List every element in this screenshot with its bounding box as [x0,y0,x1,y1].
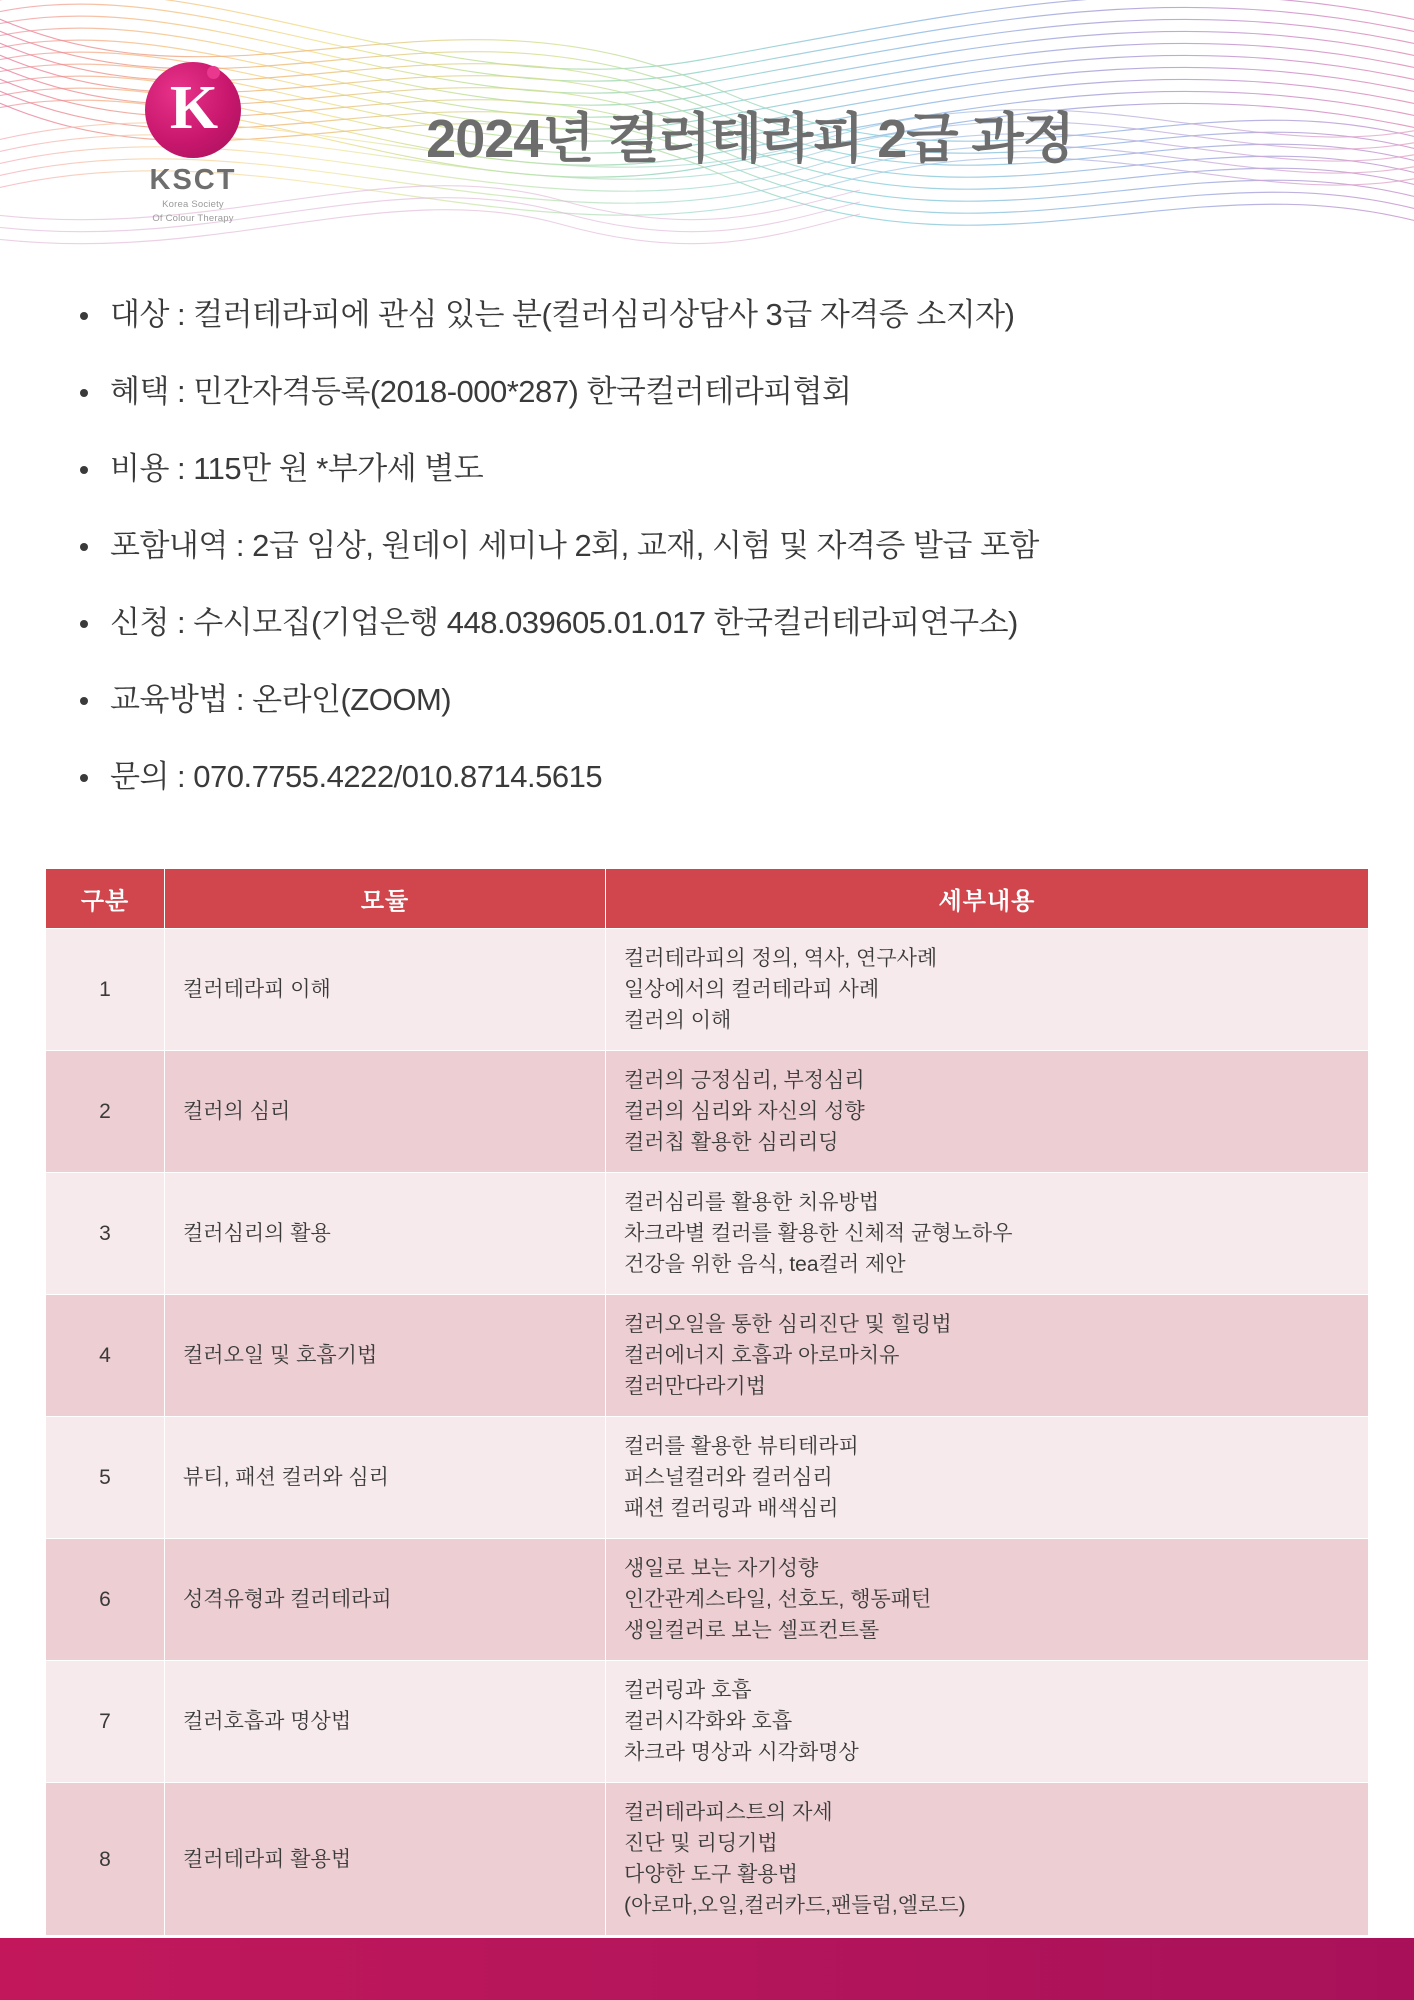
detail-line: 컬러를 활용한 뷰티테라피 [624,1435,859,1458]
organization-logo [118,62,268,227]
cell-module: 컬러오일 및 호흡기법 [165,1295,606,1417]
table-header-row [46,869,1369,929]
detail-line: 컬러오일을 통한 심리진단 및 힐링법 [624,1313,952,1336]
detail-line: 컬러만다라기법 [624,1375,767,1398]
table-row [46,1783,1369,1936]
list-item: 혜택 : 민간자격등록(2018-000*287) 한국컬러테라피협회 [68,372,1358,412]
cell-detail [606,929,1369,1051]
detail-line: 컬러에너지 호흡과 아로마치유 [624,1344,900,1367]
table-row [46,1661,1369,1783]
column-header-module: 모듈 [165,869,606,929]
detail-line: 컬러의 이해 [624,1009,732,1032]
cell-detail [606,1539,1369,1661]
table-row [46,1295,1369,1417]
logo-subtitle-line1: Korea Society [162,199,224,210]
list-item: 신청 : 수시모집(기업은행 448.039605.01.017 한국컬러테라피연구소) [68,603,1358,643]
detail-line: 생일컬러로 보는 셀프컨트롤 [624,1619,880,1642]
detail-line: 진단 및 리딩기법 [624,1832,778,1855]
detail-line: 다양한 도구 활용법 [624,1863,798,1886]
detail-line: 컬러링과 호흡 [624,1679,752,1702]
cell-no: 4 [46,1295,165,1417]
logo-mark-circle [145,62,241,158]
table-row [46,1173,1369,1295]
detail-line: 컬러테라피의 정의, 역사, 연구사례 [624,947,938,970]
cell-no: 1 [46,929,165,1051]
cell-no: 8 [46,1783,165,1936]
table-row [46,1539,1369,1661]
detail-line: 컬러심리를 활용한 치유방법 [624,1191,880,1214]
list-item: 대상 : 컬러테라피에 관심 있는 분(컬러심리상담사 3급 자격증 소지자) [68,295,1358,335]
detail-line: 컬러칩 활용한 심리리딩 [624,1131,839,1154]
detail-line: 컬러시각화와 호흡 [624,1710,793,1733]
page-title: 2024년 컬러테라피 2급 과정 [426,109,1074,169]
cell-module: 컬러의 심리 [165,1051,606,1173]
cell-detail [606,1295,1369,1417]
table-row [46,1051,1369,1173]
list-item: 문의 : 070.7755.4222/010.8714.5615 [68,757,1358,797]
curriculum-table [45,868,1369,1936]
cell-detail [606,1661,1369,1783]
table-row [46,929,1369,1051]
cell-detail [606,1417,1369,1539]
cell-module: 컬러호흡과 명상법 [165,1661,606,1783]
detail-line: 차크라 명상과 시각화명상 [624,1741,859,1764]
cell-no: 7 [46,1661,165,1783]
list-item: 교육방법 : 온라인(ZOOM) [68,680,1358,720]
list-item: 비용 : 115만 원 *부가세 별도 [68,449,1358,489]
cell-module: 성격유형과 컬러테라피 [165,1539,606,1661]
column-header-detail: 세부내용 [606,869,1369,929]
cell-detail [606,1783,1369,1936]
table-row [46,1417,1369,1539]
cell-module: 컬러테라피 이해 [165,929,606,1051]
detail-line: 생일로 보는 자기성향 [624,1557,819,1580]
detail-line: 차크라별 컬러를 활용한 신체적 균형노하우 [624,1222,1013,1245]
detail-line: 컬러테라피스트의 자세 [624,1801,833,1824]
cell-no: 2 [46,1051,165,1173]
column-header-no: 구분 [46,869,165,929]
list-item: 포함내역 : 2급 임상, 원데이 세미나 2회, 교재, 시험 및 자격증 발급 포함 [68,526,1358,566]
cell-detail [606,1173,1369,1295]
detail-line: 패션 컬러링과 배색심리 [624,1497,839,1520]
detail-line: 인간관계스타일, 선호도, 행동패턴 [624,1588,932,1611]
detail-line: 일상에서의 컬러테라피 사례 [624,978,880,1001]
logo-subtitle-line2: Of Colour Therapy [152,213,234,224]
logo-letter: K [169,74,217,143]
detail-line: (아로마,오일,컬러카드,팬들럼,엘로드) [624,1894,966,1917]
detail-line: 컬러의 심리와 자신의 성향 [624,1100,865,1123]
cell-no: 3 [46,1173,165,1295]
cell-detail [606,1051,1369,1173]
logo-acronym: KSCT [149,164,237,196]
course-info-list [68,295,1358,834]
footer-bar [0,1938,1414,2000]
cell-module: 컬러심리의 활용 [165,1173,606,1295]
detail-line: 건강을 위한 음식, tea컬러 제안 [624,1253,906,1276]
detail-line: 컬러의 긍정심리, 부정심리 [624,1069,865,1092]
cell-module: 컬러테라피 활용법 [165,1783,606,1936]
detail-line: 퍼스널컬러와 컬러심리 [624,1466,833,1489]
cell-no: 6 [46,1539,165,1661]
cell-no: 5 [46,1417,165,1539]
cell-module: 뷰티, 패션 컬러와 심리 [165,1417,606,1539]
